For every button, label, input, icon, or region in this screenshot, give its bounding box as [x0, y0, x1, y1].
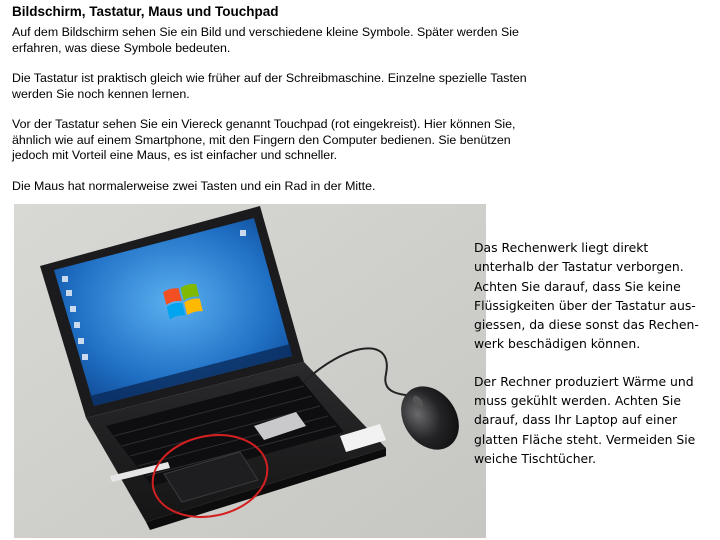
text-line: ähnlich wie auf einem Smartphone, mit den Fingern den Computer bedienen. Sie benützen	[12, 132, 511, 147]
text-line: werden Sie noch kennen lernen.	[12, 86, 190, 101]
text-line: Vor der Tastatur sehen Sie ein Viereck genannt Touchpad (rot eingekreist). Hier können Sie,	[12, 117, 516, 131]
text-line: Das Rechenwerk liegt direkt	[474, 240, 649, 255]
text-line: weiche Tischtücher.	[474, 450, 597, 466]
text-line: Die Tastatur ist praktisch gleich wie früher auf der Schreibmaschine. Einzelne spezielle Tasten	[12, 71, 527, 85]
paragraph-keyboard	[12, 71, 592, 102]
text-line: Flüssigkeiten über der Tastatur aus-	[474, 297, 696, 313]
text-line: giessen, da diese sonst das Rechen-	[474, 317, 699, 333]
paragraph-touchpad	[12, 117, 592, 164]
laptop-illustration	[14, 204, 486, 538]
text-line: Achten Sie darauf, dass Sie keine	[474, 278, 681, 294]
text-line: darauf, dass Ihr Laptop auf einer	[474, 412, 678, 428]
text-line: Auf dem Bildschirm sehen Sie ein Bild und verschiedene kleine Symbole. Später werden Sie	[12, 25, 519, 39]
text-line: jedoch mit Vorteil eine Maus, es ist einfacher und schneller.	[12, 148, 338, 162]
paragraph-mouse	[12, 179, 592, 195]
note-processor	[474, 238, 714, 354]
page-title: Bildschirm, Tastatur, Maus und Touchpad	[12, 4, 279, 19]
text-line: Der Rechner produziert Wärme und	[474, 373, 694, 389]
laptop-photo	[14, 204, 486, 538]
side-notes	[474, 238, 714, 468]
text-line: werk beschädigen können.	[474, 336, 641, 352]
text-line: muss gekühlt werden. Achten Sie	[474, 393, 681, 409]
paragraph-screen	[12, 25, 592, 56]
text-line: unterhalb der Tastatur verborgen.	[474, 259, 684, 275]
text-line: erfahren, was diese Symbole bedeuten.	[12, 40, 231, 55]
text-line: Die Maus hat normalerweise zwei Tasten und ein Rad in der Mitte.	[12, 179, 376, 193]
text-line: glatten Fläche steht. Vermeiden Sie	[474, 431, 696, 447]
note-cooling	[474, 372, 714, 468]
